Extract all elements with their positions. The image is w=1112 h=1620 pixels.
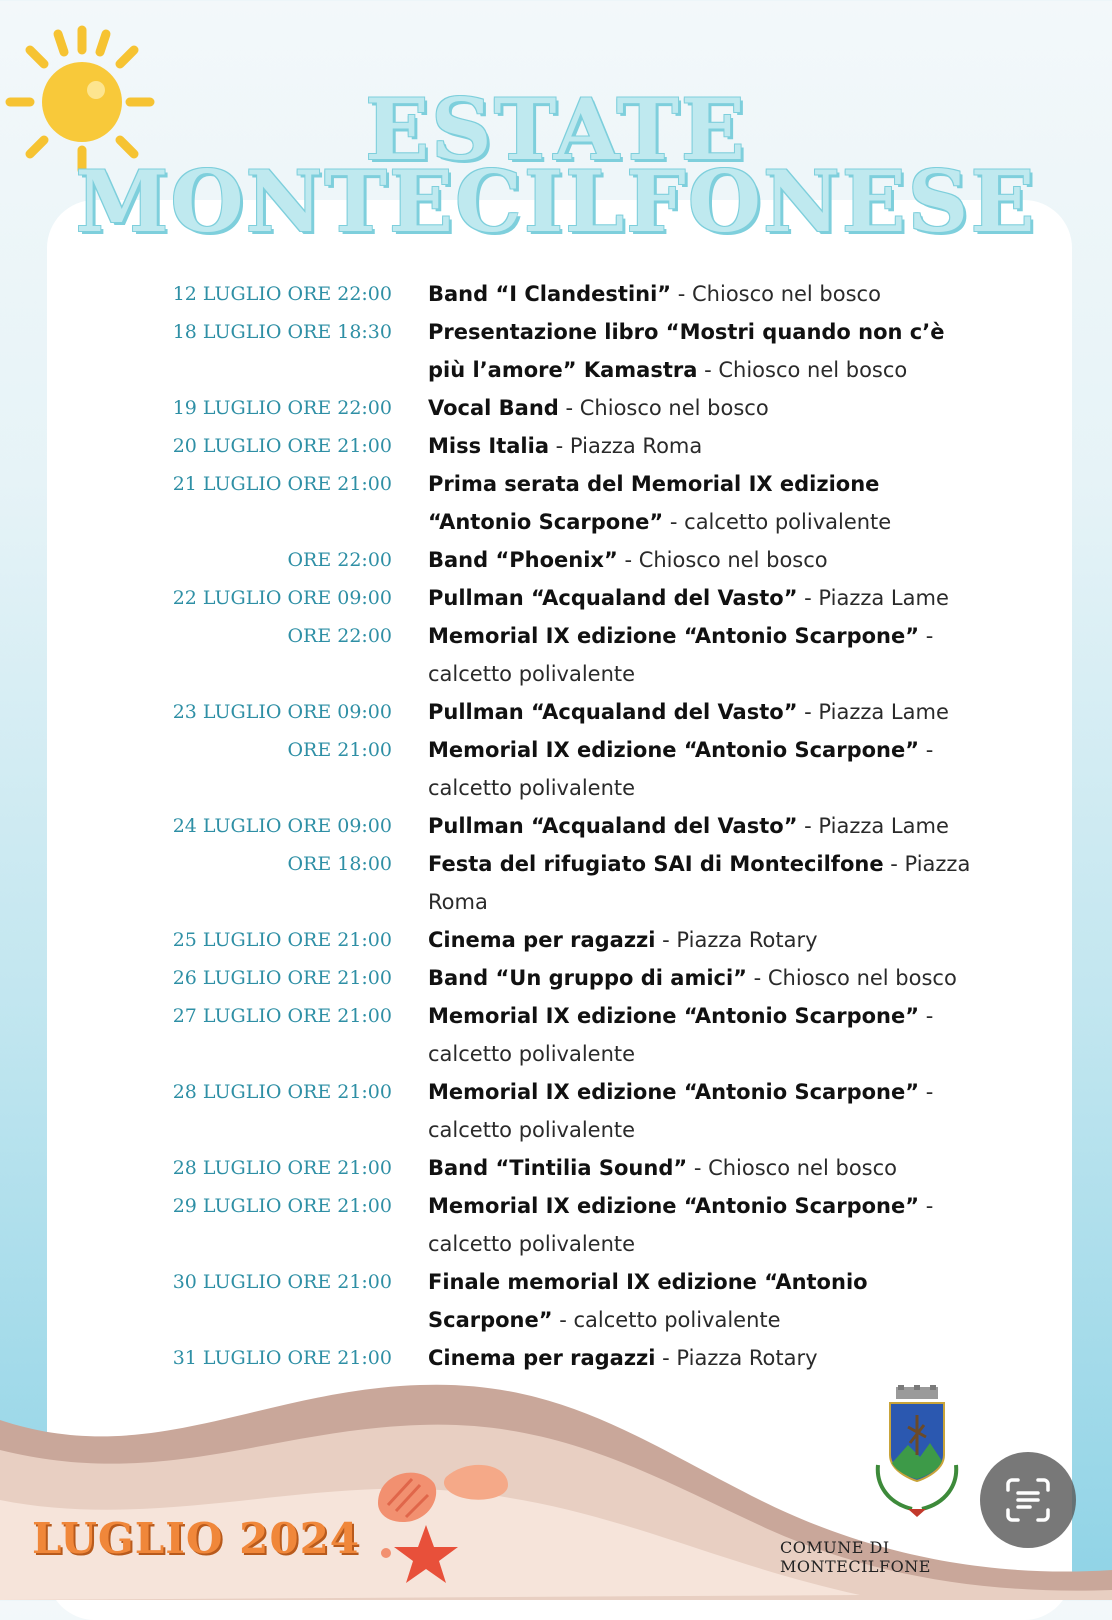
event-description [428, 845, 988, 921]
event-date: 25 LUGLIO ORE 21:00 [172, 929, 392, 951]
event-location: - calcetto polivalente [552, 1308, 781, 1332]
event-row [0, 1263, 1112, 1339]
event-location: - calcetto polivalente [663, 510, 892, 534]
event-description [428, 1187, 988, 1263]
event-date: 22 LUGLIO ORE 09:00 [172, 587, 392, 609]
event-date: 31 LUGLIO ORE 21:00 [172, 1347, 392, 1369]
scan-text-button[interactable] [980, 1452, 1076, 1548]
event-description [428, 997, 988, 1073]
event-row [0, 389, 1112, 427]
event-description [428, 275, 988, 313]
event-location: - Piazza Lame [797, 586, 949, 610]
event-date: 24 LUGLIO ORE 09:00 [172, 815, 392, 837]
event-location: - calcetto polivalente [428, 1004, 934, 1066]
event-location: - calcetto polivalente [428, 1194, 934, 1256]
comune-label: COMUNE DI MONTECILFONE [780, 1538, 931, 1576]
event-location: - Piazza Rotary [655, 928, 818, 952]
event-date: 30 LUGLIO ORE 21:00 [172, 1271, 392, 1293]
event-description [428, 579, 988, 617]
event-date: ORE 18:00 [287, 853, 392, 875]
event-title: Band “Phoenix” [428, 548, 618, 572]
event-row [0, 541, 1112, 579]
event-title: Festa del rifugiato SAI di Montecilfone [428, 852, 884, 876]
event-title: Cinema per ragazzi [428, 928, 656, 952]
event-row [0, 845, 1112, 921]
event-date: ORE 22:00 [287, 549, 392, 571]
event-location: - calcetto polivalente [428, 738, 934, 800]
event-row [0, 731, 1112, 807]
event-row [0, 313, 1112, 389]
event-description [428, 427, 988, 465]
event-title: Vocal Band [428, 396, 559, 420]
event-location: - Chiosco nel bosco [687, 1156, 898, 1180]
event-title: Miss Italia [428, 434, 549, 458]
event-title: Pullman “Acqualand del Vasto” [428, 586, 798, 610]
event-location: - Chiosco nel bosco [697, 358, 908, 382]
event-location: - calcetto polivalente [428, 1080, 934, 1142]
event-location: - Chiosco nel bosco [558, 396, 769, 420]
event-description [428, 389, 988, 427]
event-location: - Piazza Roma [428, 852, 971, 914]
event-date: 19 LUGLIO ORE 22:00 [172, 397, 392, 419]
event-location: - Piazza Rotary [655, 1346, 818, 1370]
event-description [428, 465, 988, 541]
month-label: LUGLIO 2024 [32, 1514, 361, 1563]
event-title: Memorial IX edizione “Antonio Scarpone” [428, 624, 920, 648]
event-date: 29 LUGLIO ORE 21:00 [172, 1195, 392, 1217]
event-row [0, 427, 1112, 465]
event-location: - Chiosco nel bosco [617, 548, 828, 572]
event-row [0, 1187, 1112, 1263]
event-description [428, 1073, 988, 1149]
event-row [0, 1073, 1112, 1149]
event-location: - Piazza Roma [549, 434, 703, 458]
event-date: 12 LUGLIO ORE 22:00 [172, 283, 392, 305]
event-title: Finale memorial IX edizione “Antonio Scarpone” [428, 1270, 868, 1332]
event-row [0, 275, 1112, 313]
event-description [428, 807, 988, 845]
event-row [0, 617, 1112, 693]
event-title: Cinema per ragazzi [428, 1346, 656, 1370]
event-description [428, 313, 988, 389]
event-description [428, 541, 988, 579]
event-row [0, 1149, 1112, 1187]
event-title: Presentazione libro “Mostri quando non c’è più l’amore” Kamastra [428, 320, 945, 382]
event-location: - calcetto polivalente [428, 624, 934, 686]
event-date: 23 LUGLIO ORE 09:00 [172, 701, 392, 723]
event-location: - Piazza Lame [797, 700, 949, 724]
event-location: - Piazza Lame [797, 814, 949, 838]
event-row [0, 579, 1112, 617]
coat-of-arms-icon [868, 1385, 966, 1520]
event-description [428, 1339, 988, 1377]
event-date: 26 LUGLIO ORE 21:00 [172, 967, 392, 989]
event-description [428, 731, 988, 807]
event-date: ORE 21:00 [287, 739, 392, 761]
event-title: Pullman “Acqualand del Vasto” [428, 814, 798, 838]
event-title: Memorial IX edizione “Antonio Scarpone” [428, 1194, 920, 1218]
event-schedule [0, 275, 1112, 1377]
event-title: Band “Un gruppo di amici” [428, 966, 747, 990]
event-title: Memorial IX edizione “Antonio Scarpone” [428, 738, 920, 762]
event-date: ORE 22:00 [287, 625, 392, 647]
title-line-2: MONTECILFONESE [75, 152, 1037, 251]
event-title: Band “I Clandestini” [428, 282, 672, 306]
event-description [428, 959, 988, 997]
event-row [0, 465, 1112, 541]
seashell-icon [368, 1455, 528, 1585]
event-row [0, 1339, 1112, 1377]
event-date: 21 LUGLIO ORE 21:00 [172, 473, 392, 495]
event-location: - Chiosco nel bosco [671, 282, 881, 306]
event-date: 28 LUGLIO ORE 21:00 [172, 1081, 392, 1103]
event-date: 27 LUGLIO ORE 21:00 [172, 1005, 392, 1027]
event-description [428, 1263, 988, 1339]
event-row [0, 807, 1112, 845]
event-date: 20 LUGLIO ORE 21:00 [172, 435, 392, 457]
event-date: 28 LUGLIO ORE 21:00 [172, 1157, 392, 1179]
event-title: Memorial IX edizione “Antonio Scarpone” [428, 1004, 920, 1028]
event-title: Pullman “Acqualand del Vasto” [428, 700, 798, 724]
event-description [428, 921, 988, 959]
event-row [0, 997, 1112, 1073]
event-row [0, 959, 1112, 997]
event-description [428, 693, 988, 731]
event-row [0, 693, 1112, 731]
event-location: - Chiosco nel bosco [746, 966, 957, 990]
scan-text-icon [1004, 1476, 1052, 1524]
title-line-1: ESTATE [365, 80, 747, 179]
event-title: Prima serata del Memorial IX edizione “Antonio Scarpone” [428, 472, 880, 534]
event-date: 18 LUGLIO ORE 18:30 [172, 321, 392, 343]
event-row [0, 921, 1112, 959]
event-title: Memorial IX edizione “Antonio Scarpone” [428, 1080, 920, 1104]
event-title: Band “Tintilia Sound” [428, 1156, 688, 1180]
event-description [428, 617, 988, 693]
event-description [428, 1149, 988, 1187]
